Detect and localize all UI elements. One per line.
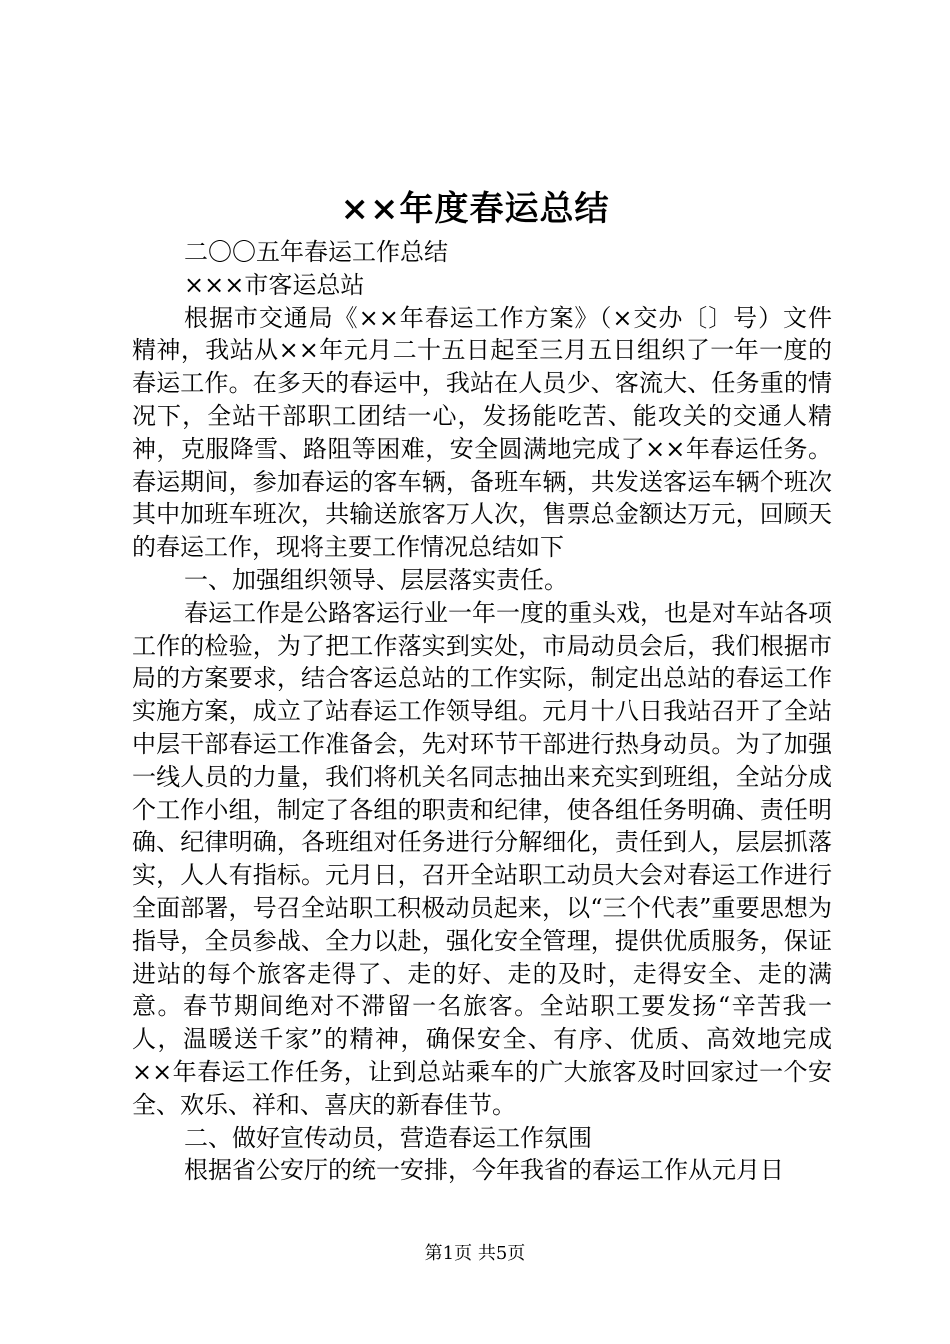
document-body xyxy=(132,236,832,1187)
section-heading-2: 二、做好宣传动员，营造春运工作氛围 xyxy=(184,1123,592,1152)
intro-paragraph: 根据市交通局《××年春运工作方案》（×交办〔〕号）文件精神，我站从××年元月二十五日起至三月五日组织了一年一度的春运工作。在多天的春运中，我站在人员少、客流大、任务重的情况下，全站干部职工团结一心，发扬能吃苦、能攻关的交通人精神，克服降雪、路阻等困难，安全圆满地完成了××年春运任务。春运期间，参加春运的客车辆，备班车辆，共发送客运车辆个班次其中加班车班次，共输送旅客万人次，售票总金额达万元，回顾天的春运工作，现将主要工作情况总结如下 xyxy=(132,303,832,562)
document-title: ××年度春运总结 xyxy=(340,189,610,229)
author-paragraph: ×××市客运总站 xyxy=(184,270,365,299)
section-heading-1: 一、加强组织领导、层层落实责任。 xyxy=(184,565,568,594)
section-2-paragraph: 根据省公安厅的统一安排，今年我省的春运工作从元月日 xyxy=(184,1156,784,1185)
subtitle-paragraph: 二〇〇五年春运工作总结 xyxy=(184,238,448,266)
section-1-paragraph: 春运工作是公路客运行业一年一度的重头戏，也是对车站各项工作的检验，为了把工作落实到实处，市局动员会后，我们根据市局的方案要求，结合客运总站的工作实际，制定出总站的春运工作实施方案，成立了站春运工作领导组。元月十八日我站召开了全站中层干部春运工作准备会，先对环节干部进行热身动员。为了加强一线人员的力量，我们将机关名同志抽出来充实到班组，全站分成个工作小组，制定了各组的职责和纪律，使各组任务明确、责任明确、纪律明确，各班组对任务进行分解细化，责任到人，层层抓落实，人人有指标。元月日，召开全站职工动员大会对春运工作进行全面部署，号召全站职工积极动员起来，以“三个代表”重要思想为指导，全员参战、全力以赴，强化安全管理，提供优质服务，保证进站的每个旅客走得了、走的好、走的及时，走得安全、走的满意。春节期间绝对不滞留一名旅客。全站职工要发扬“辛苦我一人，温暖送千家”的精神，确保安全、有序、优质、高效地完成××年春运工作任务，让到总站乘车的广大旅客及时回家过一个安全、欢乐、祥和、喜庆的新春佳节。 xyxy=(132,598,832,1119)
page-footer: 第1页 共5页 xyxy=(424,1243,526,1264)
